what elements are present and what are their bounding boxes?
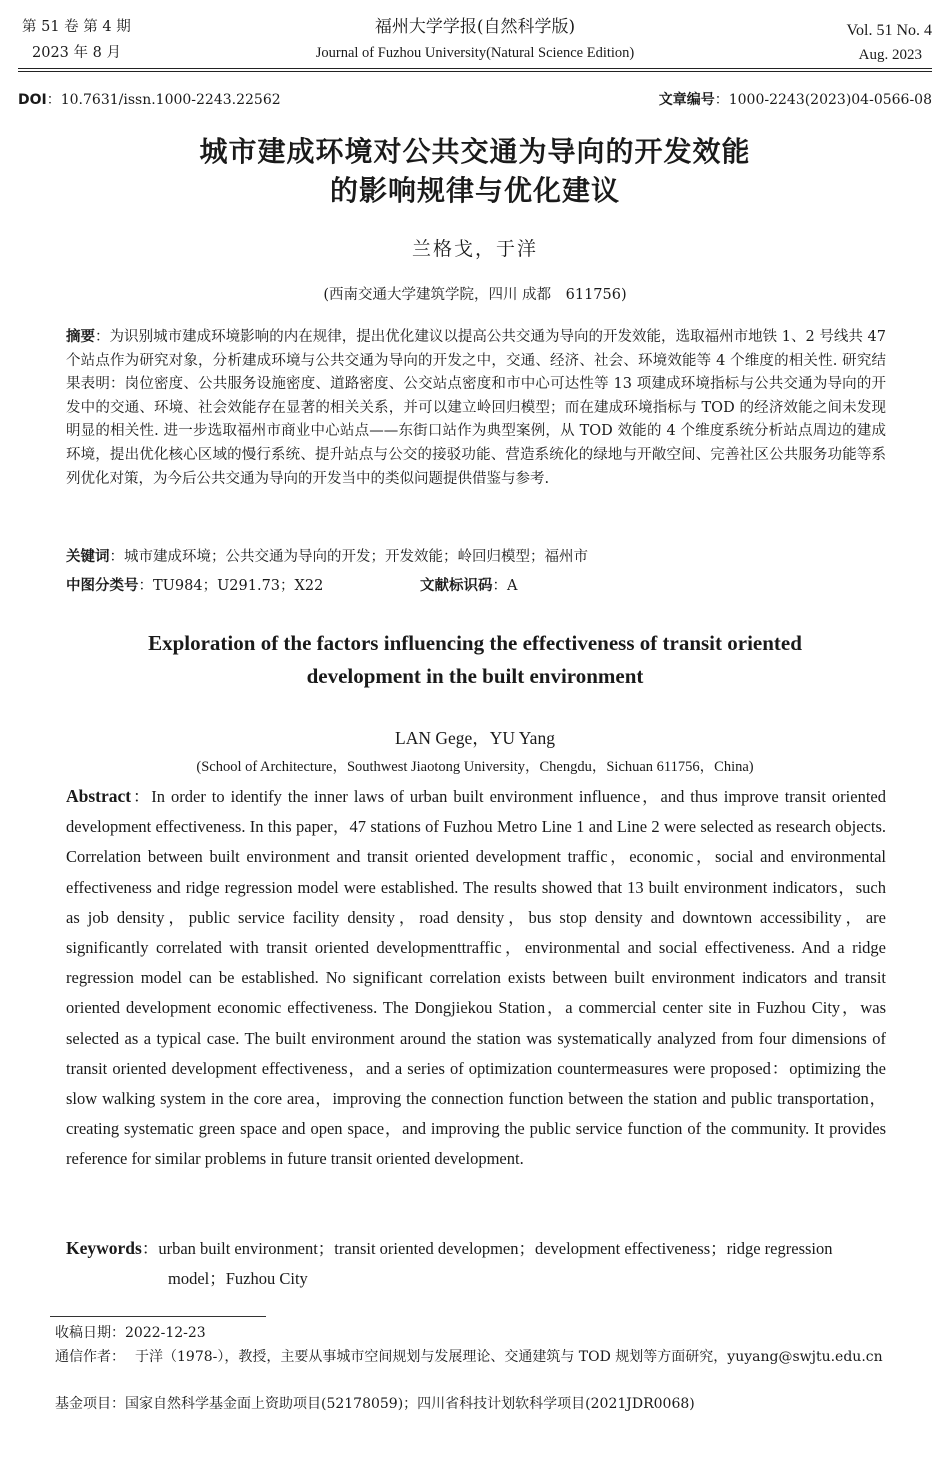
affiliation-en: (School of Architecture，Southwest Jiaotong University，Chengdu，Sichuan 611756，China) [196,759,754,775]
keywords-cn-text: ：城市建成环境；公共交通为导向的开发；开发效能；岭回归模型；福州市 [109,549,588,565]
abstract-en [66,781,886,1175]
title-cn-line2: 的影响规律与优化建议 [329,174,620,207]
document-code-label: 文献标识码 [420,578,493,594]
footnote-rule [50,1316,266,1317]
journal-title-en: Journal of Fuzhou University(Natural Science Edition) [315,45,635,61]
abstract-en-label: Abstract [66,786,132,806]
keywords-cn [66,546,886,570]
header-rule-top [18,68,932,69]
journal-title-cn: 福州大学学报(自然科学版) [374,17,576,37]
title-en-line2: development in the built environment [306,664,644,688]
document-code-text: ：A [492,578,518,594]
clc-text: ：TU984；U291.73；X22 [138,578,324,594]
volume-en: Vol. 51 No. 4 [846,22,932,39]
clc-label: 中图分类号 [66,578,139,594]
footnote-corresponding-text: 于洋（1978-），教授，主要从事城市空间规划与发展理论、交通建筑与 TOD 规划等方面研究，yuyang@swjtu.edu.cn [135,1349,883,1365]
keywords-cn-label: 关键词 [66,549,110,565]
abstract-en-text: ：In order to identify the inner laws of urban built environment influence，and thus improve transit oriented development effectiveness. In this paper，47 stations of Fuzhou Metro Line 1 and Line 2 were selected as research objects. Correlation between built environment and transit oriented development traffic，economic，social and environmental effectiveness and ridge regression model were established. The results showed that 13 built environment indicators，such as job density，public service facility density，road density，bus stop density and downtown accessibility，are significantly correlated with transit oriented developmenttraffic，environmental and social effectiveness. And a ridge regression model can be established. No significant correlation exists between built environment indicators and transit oriented development economic effectiveness. The Dongjiekou Station，a commercial center site in Fuzhou City，was selected as a typical case. The built environment around the station was systematically analyzed from four dimensions of transit oriented development effectiveness，and a series of optimization countermeasures were proposed：optimizing the slow walking system in the core area，improving the connection function between the station and public transportation，creating systematic green space and open space，and improving the public service function of the community. It provides reference for similar problems in future transit oriented development. [66,787,886,1169]
footnote-received: 收稿日期：2022-12-23 [55,1325,206,1341]
footnote-corresponding [55,1346,930,1369]
authors-en: LAN Gege，YU Yang [395,728,555,748]
title-en-line1: Exploration of the factors influencing the effectiveness of transit oriented [148,631,802,655]
abstract-cn-label: 摘要 [66,329,96,345]
authors-cn: 兰格戈，于洋 [411,238,538,260]
abstract-cn-text: ：为识别城市建成环境影响的内在规律，提出优化建议以提高公共交通为导向的开发效能，选取福州市地铁 1、2 号线共 47 个站点作为研究对象，分析建成环境与公共交通为导向的开发之中，交通、经济、社会、环境效能等 4 个维度的相关性. 研究结果表明：岗位密度、公共服务设施密度、道路密度、公交站点密度和市中心可达性等 13 项建成环境指标与公共交通为导向的开发中的交通、环境、社会效能存在显著的相关关系，并可以建立岭回归模型；而在建成环境指标与 TOD 的经济效能之间未发现明显的相关性. 进一步选取福州市商业中心站点——东街口站作为典型案例，从 TOD 效能的 4 个维度系统分析站点周边的建成环境，提出优化核心区域的慢行系统、提升站点与公交的接驳功能、营造系统化的绿地与开敞空间、完善社区公共服务功能等系列优化对策，为今后公共交通为导向的开发当中的类似问题提供借鉴与参考. [66,329,886,487]
header-rule-bottom [18,71,932,72]
title-cn-line1: 城市建成环境对公共交通为导向的开发效能 [199,135,751,168]
document-code [420,575,517,599]
affiliation-cn: (西南交通大学建筑学院，四川 成都 611756) [323,287,627,303]
keywords-en [66,1233,886,1294]
date-en: Aug. 2023 [858,47,922,63]
doi [18,91,281,109]
doi-label: DOI [18,92,47,108]
footnote-corresponding-label: 通信作者： [55,1349,125,1365]
clc [66,575,323,599]
article-number-label: 文章编号 [658,92,715,108]
article-number-value: ：1000-2243(2023)04-0566-08 [714,92,932,108]
abstract-cn [66,326,886,491]
volume-cn: 第 51 卷 第 4 期 [22,19,131,35]
date-cn: 2023 年 8 月 [32,45,121,61]
footnote-fund: 基金项目：国家自然科学基金面上资助项目(52178059)；四川省科技计划软科学项目(2021JDR0068) [55,1396,695,1412]
doi-value: ：10.7631/issn.1000-2243.22562 [46,92,281,108]
keywords-en-text: ：urban built environment；transit oriented developmen；development effectiveness；ridge regression model；Fuzhou City [141,1239,833,1289]
article-number [659,91,932,109]
keywords-en-label: Keywords [66,1238,142,1258]
